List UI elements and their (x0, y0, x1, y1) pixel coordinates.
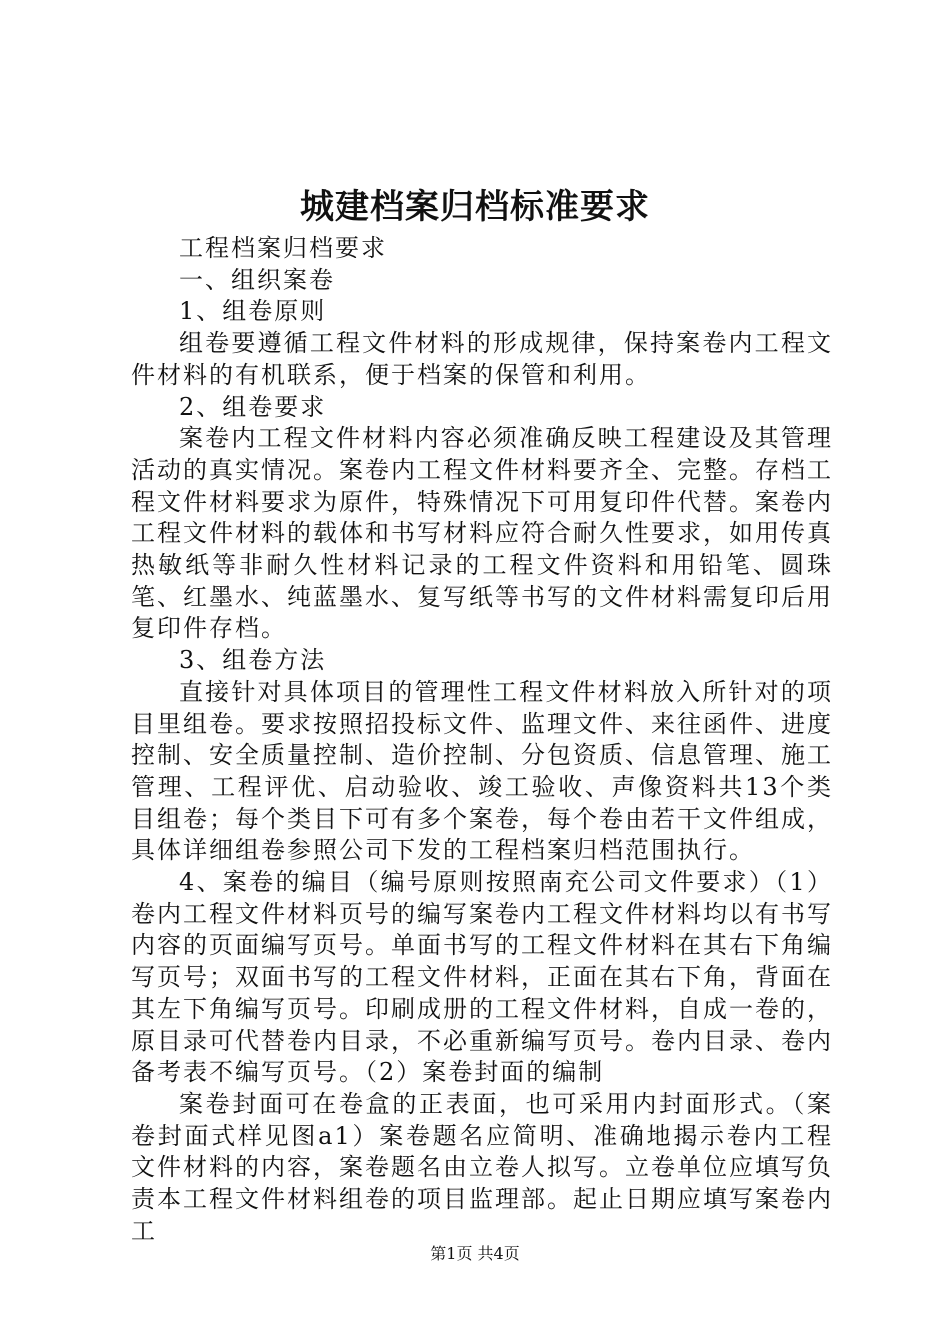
paragraph-subsection-1: 1、组卷原则 (179, 297, 327, 326)
paragraph-text: 案卷内工程文件材料内容必须准确反映工程建设及其管理活动的真实情况。案卷内工程文件材料要齐全、完整。存档工程文件材料要求为原件，特殊情况下可用复印件代替。案卷内工程文件材料的载体和书写材料应符合耐久性要求，如用传真热敏纸等非耐久性材料记录的工程文件资料和用铅笔、圆珠笔、红墨水、纯蓝墨水、复写纸等书写的文件材料需复印后用复印件存档。 (131, 424, 833, 643)
paragraph-text: 直接针对具体项目的管理性工程文件材料放入所针对的项目里组卷。要求按照招投标文件、监理文件、来往函件、进度控制、安全质量控制、造价控制、分包资质、信息管理、施工管理、工程评优、启动验收、竣工验收、声像资料共13个类目组卷；每个类目下可有多个案卷，每个卷由若干文件组成，具体详细组卷参照公司下发的工程档案归档范围执行。 (131, 677, 833, 865)
paragraph-text: 组卷要遵循工程文件材料的形成规律，保持案卷内工程文件材料的有机联系，便于档案的保管和利用。 (131, 329, 833, 389)
paragraph-text: 4、案卷的编目（编号原则按照南充公司文件要求）（1）卷内工程文件材料页号的编写案卷内工程文件材料均以有书写内容的页面编写页号。单面书写的工程文件材料在其右下角编写页号；双面书写的工程文件材料，正面在其右下角，背面在其左下角编写页号。印刷成册的工程文件材料，自成一卷的，原目录可代替卷内目录，不必重新编写页号。卷内目录、卷内备考表不编写页号。（2）案卷封面的编制 (131, 868, 833, 1087)
paragraph-heading-requirements: 工程档案归档要求 (179, 234, 387, 262)
paragraph-subsection-2: 2、组卷要求 (179, 392, 327, 421)
paragraph-subsection-3: 3、组卷方法 (179, 646, 327, 675)
document-body (131, 233, 833, 1248)
page-footer: 第1页 共4页 (430, 1244, 520, 1263)
paragraph-text: 案卷封面可在卷盒的正表面，也可采用内封面形式。（案卷封面式样见图a1）案卷题名应简明、准确地揭示卷内工程文件材料的内容，案卷题名由立卷人拟写。立卷单位应填写负责本工程文件材料组卷的项目监理部。起止日期应填写案卷内工 (131, 1089, 833, 1245)
document-title: 城建档案归档标准要求 (300, 187, 650, 227)
paragraph-section-one: 一、组织案卷 (179, 265, 335, 294)
